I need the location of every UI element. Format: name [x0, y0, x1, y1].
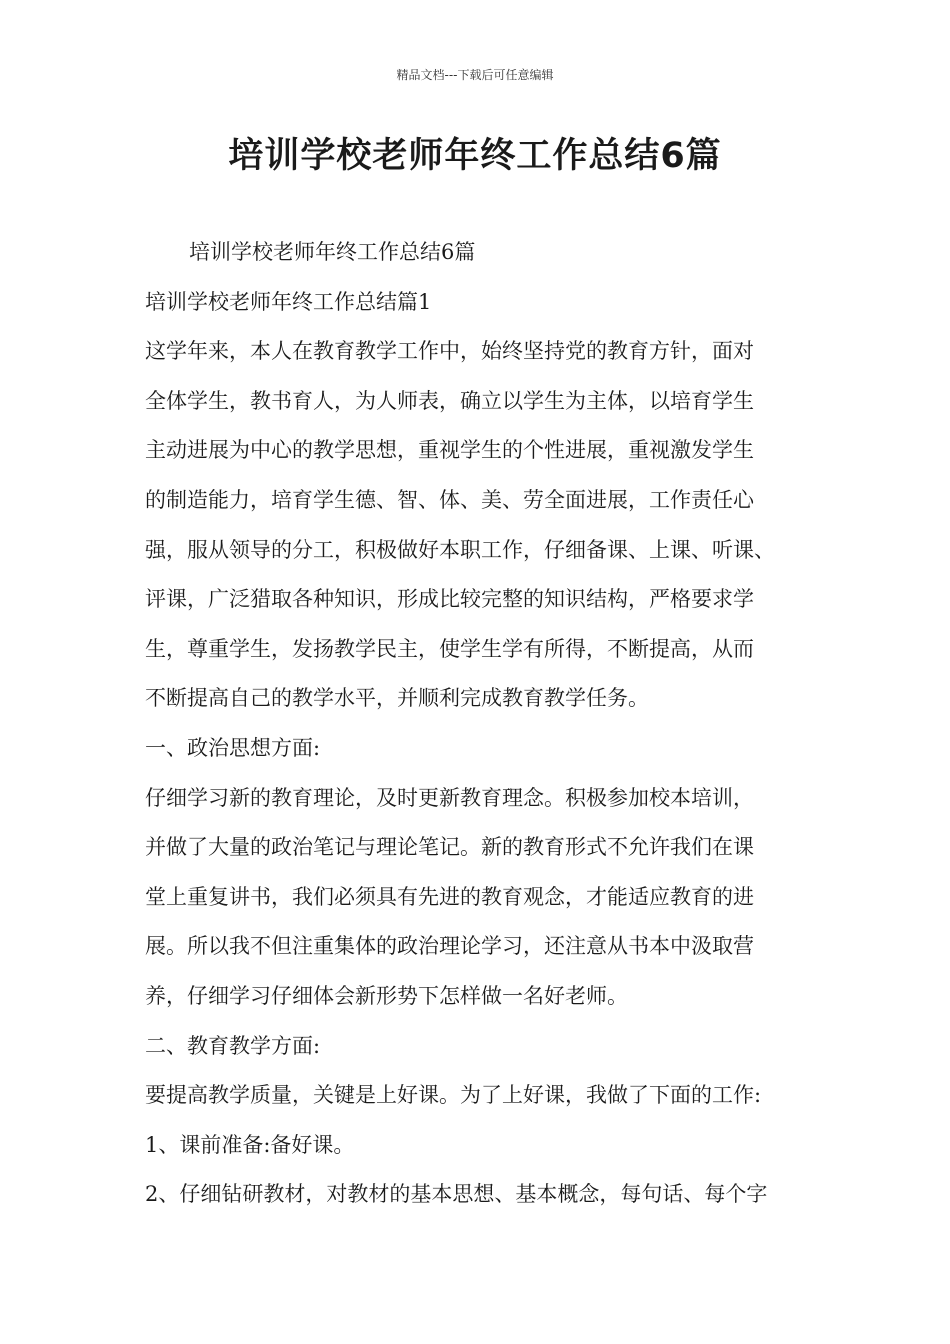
document-title: 培训学校老师年终工作总结6篇 — [228, 136, 722, 176]
paragraph-line: 强，服从领导的分工，积极做好本职工作，仔细备课、上课、听课、 — [145, 537, 775, 562]
paragraph-line: 堂上重复讲书，我们必须具有先进的教育观念，才能适应教育的进 — [145, 884, 754, 909]
paragraph-line: 的制造能力，培育学生德、智、体、美、劳全面进展，工作责任心 — [145, 487, 754, 512]
paragraph-line: 这学年来，本人在教育教学工作中，始终坚持党的教育方针，面对 — [145, 339, 754, 364]
list-item: 1、课前准备:备好课。 — [145, 1132, 355, 1157]
paragraph-line: 生，尊重学生，发扬教学民主，使学生学有所得，不断提高，从而 — [145, 636, 754, 661]
paragraph-line: 并做了大量的政治笔记与理论笔记。新的教育形式不允许我们在课 — [145, 835, 754, 860]
list-item: 2、仔细钻研教材，对教材的基本思想、基本概念，每句话、每个字 — [145, 1182, 768, 1207]
paragraph-line: 不断提高自己的教学水平，并顺利完成教育教学任务。 — [145, 686, 649, 711]
document-body — [145, 228, 815, 1220]
paragraph-line: 展。所以我不但注重集体的政治理论学习，还注意从书本中汲取营 — [145, 934, 754, 959]
subtitle-line: 培训学校老师年终工作总结6篇 — [189, 240, 476, 264]
paragraph-line: 主动进展为中心的教学思想，重视学生的个性进展，重视激发学生 — [145, 438, 754, 463]
paragraph-line: 养，仔细学习仔细体会新形势下怎样做一名好老师。 — [145, 983, 628, 1008]
header-note: 精品文档---下载后可任意编辑 — [396, 68, 554, 82]
paragraph-line: 仔细学习新的教育理论，及时更新教育理念。积极参加校本培训， — [145, 785, 754, 810]
paragraph-line: 全体学生，教书育人，为人师表，确立以学生为主体，以培育学生 — [145, 388, 754, 413]
section-heading-1: 培训学校老师年终工作总结篇1 — [145, 289, 432, 314]
subheading-political: 一、政治思想方面: — [145, 735, 321, 760]
paragraph-line: 评课，广泛猎取各种知识，形成比较完整的知识结构，严格要求学 — [145, 587, 754, 612]
paragraph-line: 要提高教学质量，关键是上好课。为了上好课，我做了下面的工作: — [145, 1083, 762, 1108]
subheading-teaching: 二、教育教学方面: — [145, 1033, 321, 1058]
